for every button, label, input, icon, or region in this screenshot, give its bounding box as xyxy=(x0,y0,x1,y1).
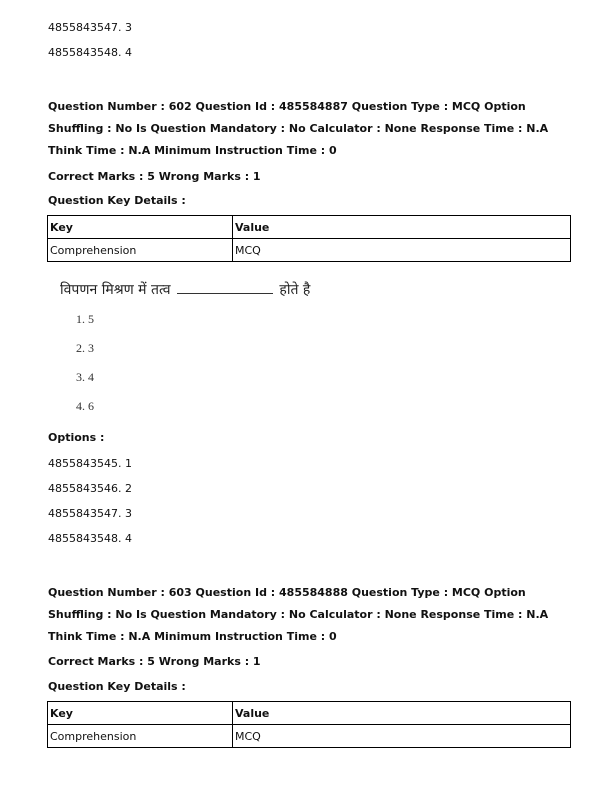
key-cell: Comprehension xyxy=(48,239,233,262)
question-602-options-label: Options : xyxy=(48,431,105,444)
key-header-cell: Key xyxy=(48,216,233,239)
option-line: 4855843545. 1 xyxy=(48,457,132,470)
key-header-cell: Key xyxy=(48,702,233,725)
question-text-after: होते है xyxy=(279,282,311,298)
question-603-marks: Correct Marks : 5 Wrong Marks : 1 xyxy=(48,655,261,668)
value-cell: MCQ xyxy=(233,725,571,748)
question-602-text xyxy=(60,280,310,299)
key-cell: Comprehension xyxy=(48,725,233,748)
answer-choice: 3. 4 xyxy=(76,370,94,384)
question-603-key-table xyxy=(47,701,571,748)
question-602-marks: Correct Marks : 5 Wrong Marks : 1 xyxy=(48,170,261,183)
question-text-before: विपणन मिश्रण में तत्व xyxy=(60,282,171,298)
option-line: 4855843548. 4 xyxy=(48,532,132,545)
option-line: 4855843547. 3 xyxy=(48,507,132,520)
answer-choice: 1. 5 xyxy=(76,312,94,326)
question-602-header: Question Number : 602 Question Id : 485584887 Question Type : MCQ Option Shuffling : No Is Question Mandatory : No Calculator : None Response Time : N.A Think Time : N.A Minimum Instruction Time : 0 xyxy=(48,100,549,157)
option-line: 4855843548. 4 xyxy=(48,46,132,59)
question-603-header: Question Number : 603 Question Id : 485584888 Question Type : MCQ Option Shuffling : No Is Question Mandatory : No Calculator : None Response Time : N.A Think Time : N.A Minimum Instruction Time : 0 xyxy=(48,586,549,643)
answer-choice: 4. 6 xyxy=(76,399,94,413)
answer-blank xyxy=(177,281,273,294)
answer-choice: 2. 3 xyxy=(76,341,94,355)
option-line: 4855843547. 3 xyxy=(48,21,132,34)
option-line: 4855843546. 2 xyxy=(48,482,132,495)
question-602-key-details-label: Question Key Details : xyxy=(48,194,186,207)
value-header-cell: Value xyxy=(233,216,571,239)
question-602-key-table xyxy=(47,215,571,262)
question-603-key-details-label: Question Key Details : xyxy=(48,680,186,693)
value-cell: MCQ xyxy=(233,239,571,262)
value-header-cell: Value xyxy=(233,702,571,725)
